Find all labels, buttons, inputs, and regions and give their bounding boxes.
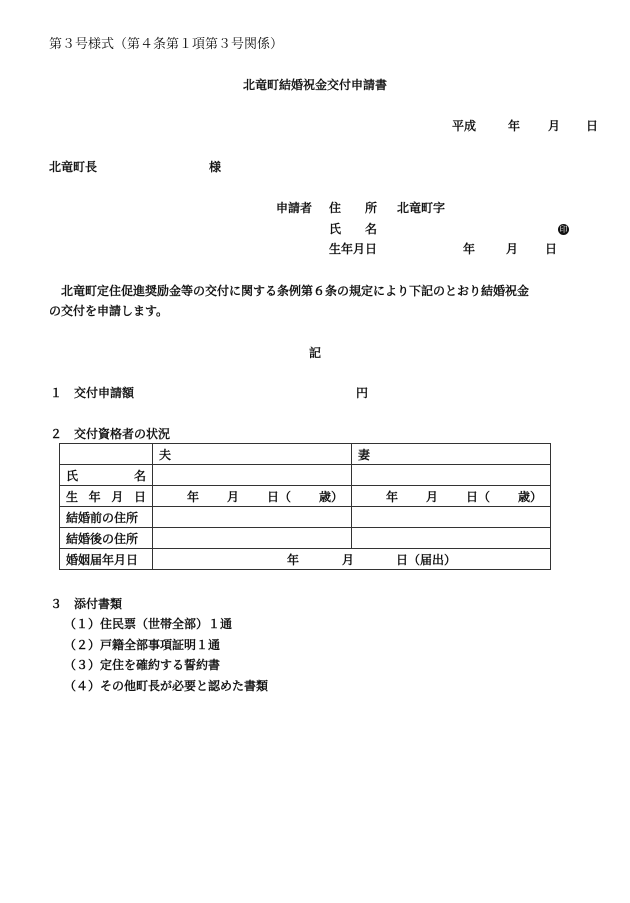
husband-header: 夫 <box>153 444 352 465</box>
birth-day: 日 <box>545 242 558 256</box>
after-address-label: 結婚後の住所 <box>60 528 153 549</box>
attachment-item: （３）定住を確約する誓約書 <box>64 658 221 672</box>
wife-after-address-cell <box>352 528 551 549</box>
address-label: 住 所 <box>329 201 378 215</box>
husband-after-address-cell <box>153 528 352 549</box>
name-label: 氏 名 <box>329 222 378 236</box>
before-address-label: 結婚前の住所 <box>60 507 153 528</box>
marriage-date-cell: 年 月 日（届出） <box>153 549 551 570</box>
item1-unit: 円 <box>356 386 369 400</box>
attachment-item: （２）戸籍全部事項証明１通 <box>64 638 221 652</box>
wife-name-cell <box>352 465 551 486</box>
table-row-name <box>60 465 551 486</box>
applicant-label: 申請者 <box>276 201 313 215</box>
attachment-item: （４）その他町長が必要と認めた書類 <box>64 679 269 693</box>
ki-heading: 記 <box>308 346 321 360</box>
marriage-date-label: 婚姻届年月日 <box>60 549 153 570</box>
table-row-after-address <box>60 528 551 549</box>
birth-month: 月 <box>506 242 519 256</box>
attachment-item: （１）住民票（世帯全部）１通 <box>64 617 233 631</box>
wife-header: 妻 <box>352 444 551 465</box>
seal-icon: 印 <box>559 225 568 234</box>
husband-name-cell <box>153 465 352 486</box>
husband-birth-cell: 年 月 日（ 歳） <box>153 486 352 507</box>
body-text-line-1: 北竜町定住促進奨励金等の交付に関する条例第６条の規定により下記のとおり結婚祝金 <box>61 284 530 298</box>
table-corner <box>60 444 153 465</box>
document-title: 北竜町結婚祝金交付申請書 <box>242 78 387 92</box>
date-line <box>452 117 599 134</box>
status-table <box>59 443 551 570</box>
date-month: 月 <box>548 119 561 133</box>
item3-number: ３ <box>50 597 63 611</box>
birth-label: 生年月日 <box>329 242 378 256</box>
body-text-line-2: の交付を申請します。 <box>49 304 169 318</box>
wife-before-address-cell <box>352 507 551 528</box>
item2-label: 交付資格者の状況 <box>74 427 171 441</box>
husband-before-address-cell <box>153 507 352 528</box>
address-value: 北竜町字 <box>397 201 446 215</box>
date-era: 平成 <box>452 119 477 133</box>
addressee-name: 北竜町長 <box>49 160 98 174</box>
name-row-label: 氏 名 <box>60 465 153 486</box>
item3-label: 添付書類 <box>74 597 123 611</box>
wife-birth-cell: 年 月 日（ 歳） <box>352 486 551 507</box>
table-row-birth <box>60 486 551 507</box>
table-row-marriage-date <box>60 549 551 570</box>
birth-year: 年 <box>463 242 476 256</box>
item2-number: ２ <box>50 427 63 441</box>
date-year: 年 <box>508 119 521 133</box>
item1-number: １ <box>50 386 63 400</box>
birth-row-label: 生 年 月 日 <box>60 486 153 507</box>
table-row-header <box>60 444 551 465</box>
form-number: 第３号様式（第４条第１項第３号関係） <box>49 37 284 52</box>
addressee-honorific: 様 <box>209 160 222 174</box>
date-day: 日 <box>586 119 599 133</box>
item1-label: 交付申請額 <box>74 386 135 400</box>
table-row-before-address <box>60 507 551 528</box>
